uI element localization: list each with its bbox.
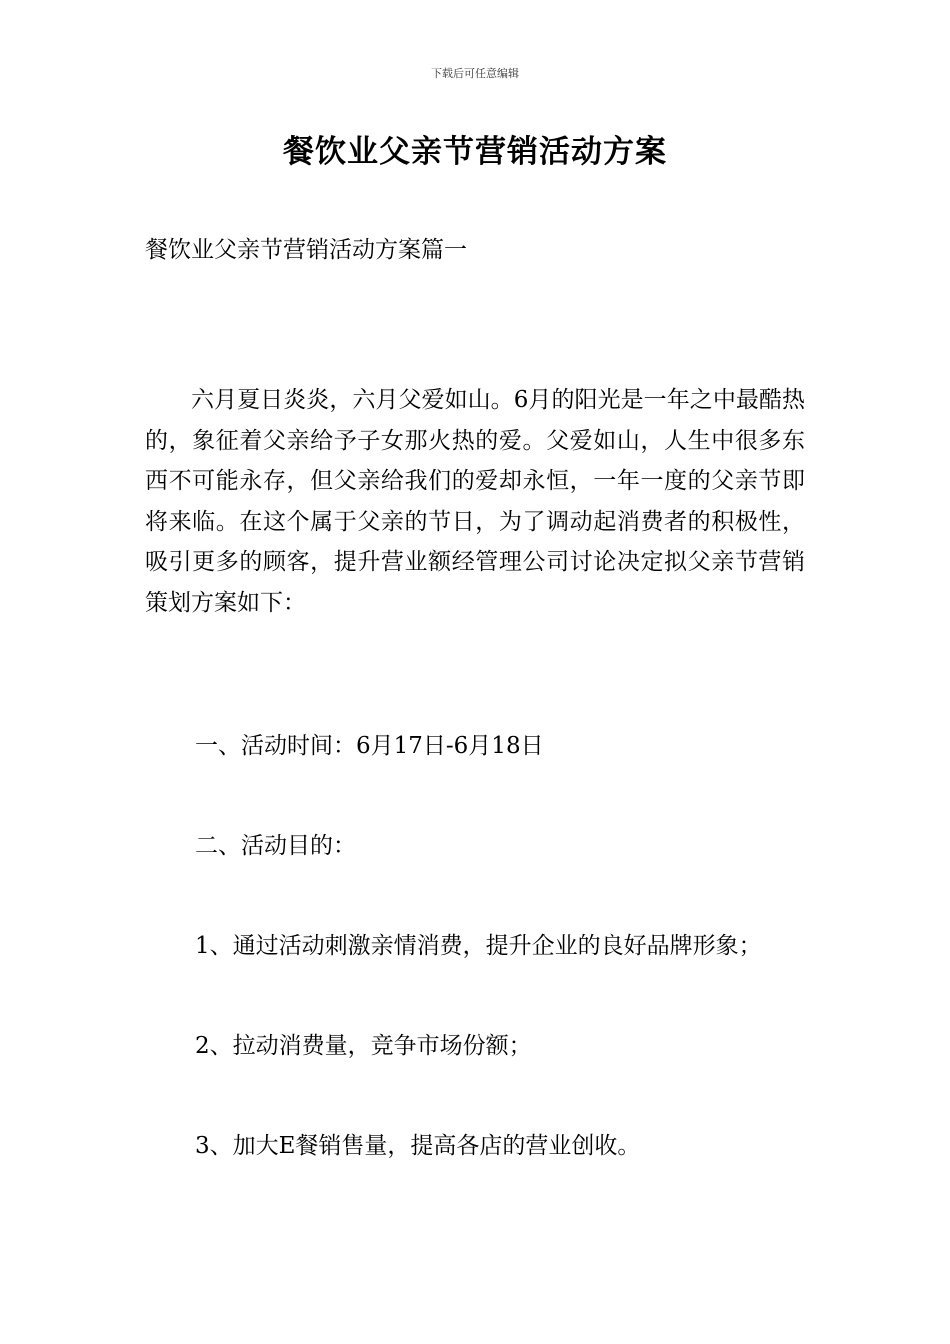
section-activity-time: 一、活动时间：6月17日-6月18日 — [195, 733, 544, 759]
document-title: 餐饮业父亲节营销活动方案 — [283, 134, 667, 170]
purpose-item-3: 3、加大E餐销售量，提高各店的营业创收。 — [195, 1133, 641, 1159]
section-activity-purpose: 二、活动目的： — [195, 833, 356, 859]
purpose-item-1: 1、通过活动刺激亲情消费，提升企业的良好品牌形象； — [195, 933, 762, 959]
intro-paragraph: 六月夏日炎炎，六月父爱如山。6月的阳光是一年之中最酷热的，象征着父亲给予子女那火热的爱。父爱如山，人生中很多东西不可能永存，但父亲给我们的爱却永恒，一年一度的父亲节即将来临。在这个属于父亲的节日，为了调动起消费者的积极性，吸引更多的顾客，提升营业额经管理公司讨论决定拟父亲节营销策划方案如下： — [145, 387, 805, 616]
purpose-item-2: 2、拉动消费量，竞争市场份额； — [195, 1033, 532, 1059]
header-note: 下载后可任意编辑 — [431, 67, 519, 80]
document-subtitle: 餐饮业父亲节营销活动方案篇一 — [145, 237, 467, 263]
